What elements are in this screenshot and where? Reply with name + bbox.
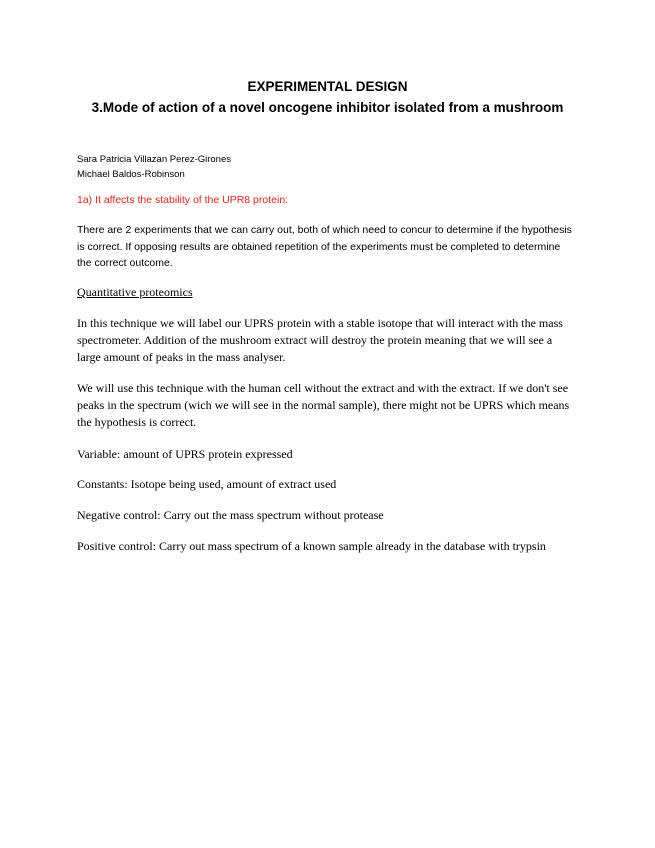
author-name: Michael Baldos-Robinson	[77, 169, 185, 180]
variable-line: Variable: amount of UPRS protein expressed	[77, 447, 293, 461]
author-name: Sara Patricia Villazan Perez-Girones	[77, 154, 232, 165]
section-heading: Quantitative proteomics	[77, 285, 193, 299]
method-paragraph: We will use this technique with the human cell without the extract and with the extract. If we don't see peaks in the spectrum (wich we will see in the normal sample), there might not be UPRS which means the hypothesis is correct.	[77, 381, 570, 429]
author-list	[77, 152, 231, 182]
positive-control-line: Positive control: Carry out mass spectrum of a known sample already in the database with trypsin	[77, 539, 546, 553]
constants-line: Constants: Isotope being used, amount of extract used	[77, 477, 337, 491]
document-subtitle: 3.Mode of action of a novel oncogene inhibitor isolated from a mushroom	[91, 100, 564, 115]
hypothesis-subheading: 1a) It affects the stability of the UPR8 protein:	[77, 194, 289, 206]
intro-paragraph: There are 2 experiments that we can carry out, both of which need to concur to determine if the hypothesis is correct. If opposing results are obtained repetition of the experiments must be completed to determine the correct outcome.	[77, 224, 572, 269]
negative-control-line: Negative control: Carry out the mass spectrum without protease	[77, 508, 384, 522]
document-title: EXPERIMENTAL DESIGN	[247, 79, 408, 94]
technique-paragraph: In this technique we will label our UPRS protein with a stable isotope that will interact with the mass spectrometer. Addition of the mushroom extract will destroy the protein meaning that we will see a large amount of peaks in the mass analyser.	[77, 316, 563, 364]
